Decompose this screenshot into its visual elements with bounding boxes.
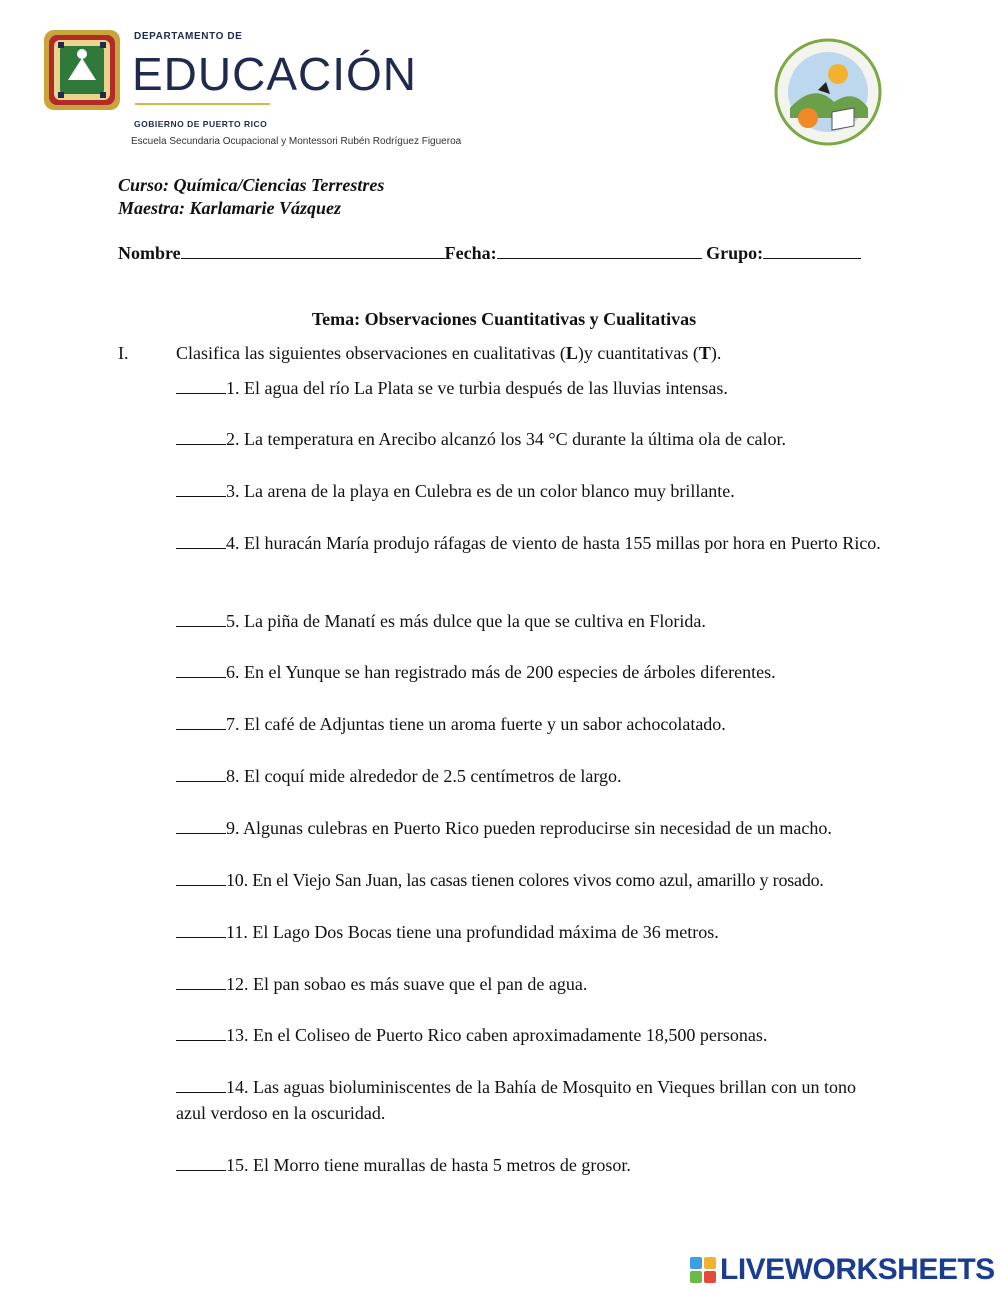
- nombre-input-line[interactable]: [181, 241, 445, 259]
- list-item: [176, 1022, 888, 1048]
- answer-blank[interactable]: [176, 1153, 226, 1171]
- fecha-label: Fecha:: [444, 243, 497, 263]
- answer-blank[interactable]: [176, 1075, 226, 1093]
- answer-blank[interactable]: [176, 609, 226, 627]
- answer-blank[interactable]: [176, 972, 226, 990]
- course-info: [118, 174, 384, 220]
- instr-code-t: T: [698, 343, 711, 363]
- answer-blank[interactable]: [176, 764, 226, 782]
- puerto-rico-seal-icon: [42, 28, 122, 112]
- item-text: 12. El pan sobao es más suave que el pan de agua.: [226, 974, 588, 994]
- teacher-name: Maestra: Karlamarie Vázquez: [118, 198, 342, 218]
- answer-blank[interactable]: [176, 816, 226, 834]
- section-numeral: I.: [118, 343, 129, 363]
- answer-blank[interactable]: [176, 427, 226, 445]
- instr-part: Clasifica las siguientes observaciones en cualitativas (: [176, 343, 566, 363]
- list-item: [176, 1152, 888, 1178]
- instr-part: ).: [710, 343, 722, 363]
- department-title: EDUCACIÓN: [132, 48, 418, 100]
- answer-blank[interactable]: [176, 868, 226, 886]
- list-item: [176, 1074, 888, 1126]
- grupo-input-line[interactable]: [763, 241, 861, 259]
- answer-blank[interactable]: [176, 660, 226, 678]
- answer-blank[interactable]: [176, 712, 226, 730]
- list-item: [176, 426, 888, 452]
- liveworksheets-wordmark: LIVEWORKSHEETS: [720, 1253, 995, 1286]
- list-item: [176, 659, 888, 685]
- fecha-input-line[interactable]: [497, 241, 702, 259]
- item-text: 14. Las aguas bioluminiscentes de la Bahía de Mosquito en Vieques brillan con un tono azul verdoso en la oscuridad.: [176, 1077, 856, 1123]
- item-text: 9. Algunas culebras en Puerto Rico pueden reproducirse sin necesidad de un macho.: [226, 818, 832, 838]
- item-text: 3. La arena de la playa en Culebra es de un color blanco muy brillante.: [226, 481, 735, 501]
- item-text: 8. El coquí mide alrededor de 2.5 centímetros de largo.: [226, 766, 622, 786]
- list-item: [176, 919, 888, 945]
- list-item: [176, 375, 888, 401]
- list-item: [176, 530, 888, 556]
- list-item: [176, 867, 888, 893]
- list-item: [176, 608, 888, 634]
- list-item: [176, 711, 888, 737]
- item-text: 5. La piña de Manatí es más dulce que la que se cultiva en Florida.: [226, 611, 706, 631]
- item-text: 13. En el Coliseo de Puerto Rico caben aproximadamente 18,500 personas.: [226, 1025, 768, 1045]
- topic-heading: Tema: Observaciones Cuantitativas y Cualitativas: [311, 309, 697, 329]
- instr-code-l: L: [565, 343, 578, 363]
- school-name: Escuela Secundaria Ocupacional y Montessori Rubén Rodríguez Figueroa: [131, 136, 462, 147]
- item-text: 6. En el Yunque se han registrado más de 200 especies de árboles diferentes.: [226, 662, 776, 682]
- grupo-label: Grupo:: [706, 243, 764, 263]
- answer-blank[interactable]: [176, 920, 226, 938]
- list-item: [176, 815, 888, 841]
- item-text: 4. El huracán María produjo ráfagas de viento de hasta 155 millas por hora en Puerto Rico.: [226, 533, 881, 553]
- item-text: 1. El agua del río La Plata se ve turbia después de las lluvias intensas.: [226, 378, 728, 398]
- item-text: 15. El Morro tiene murallas de hasta 5 metros de grosor.: [226, 1155, 631, 1175]
- student-fields: [118, 241, 861, 264]
- department-label: DEPARTAMENTO DE: [134, 31, 243, 42]
- list-item: [176, 763, 888, 789]
- item-text: 11. El Lago Dos Bocas tiene una profundidad máxima de 36 metros.: [226, 922, 719, 942]
- item-text: 10. En el Viejo San Juan, las casas tienen colores vivos como azul, amarillo y rosado.: [226, 870, 824, 890]
- course-name: Curso: Química/Ciencias Terrestres: [118, 175, 385, 195]
- item-text: 2. La temperatura en Arecibo alcanzó los 34 °C durante la última ola de calor.: [226, 429, 786, 449]
- answer-blank[interactable]: [176, 479, 226, 497]
- answer-blank[interactable]: [176, 376, 226, 394]
- item-text: 7. El café de Adjuntas tiene un aroma fuerte y un sabor achocolatado.: [226, 714, 726, 734]
- list-item: [176, 971, 888, 997]
- list-item: [176, 478, 888, 504]
- answer-blank[interactable]: [176, 531, 226, 549]
- government-label: GOBIERNO DE PUERTO RICO: [134, 119, 268, 129]
- nombre-label: Nombre: [118, 243, 181, 263]
- instr-part: )y cuantitativas (: [577, 343, 699, 363]
- answer-blank[interactable]: [176, 1023, 226, 1041]
- gold-divider: [135, 103, 270, 105]
- instruction-text: [176, 343, 721, 364]
- liveworksheets-logo-icon: [690, 1257, 716, 1283]
- liveworksheets-brand: [690, 1254, 995, 1286]
- school-logo-icon: [774, 38, 882, 146]
